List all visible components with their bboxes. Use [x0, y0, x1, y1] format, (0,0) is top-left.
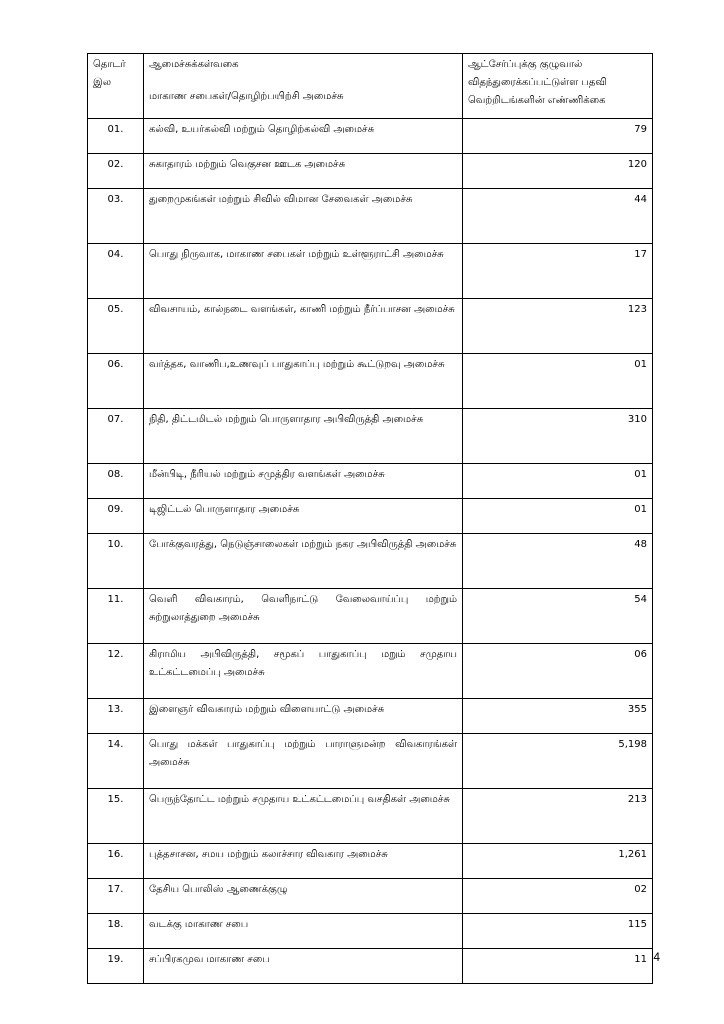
ministry-cell: டிஜிட்டல் பொருளாதார அமைச்சு [144, 499, 463, 534]
table-row [88, 789, 653, 844]
table-row [88, 119, 653, 154]
table-row [88, 914, 653, 949]
vacancy-count-cell: 01 [463, 354, 653, 409]
vacancy-count-cell: 54 [463, 589, 653, 644]
serial-cell: 17. [88, 879, 144, 914]
table-row [88, 879, 653, 914]
vacancy-table [87, 53, 653, 984]
table-row [88, 589, 653, 644]
serial-cell: 11. [88, 589, 144, 644]
table-row [88, 299, 653, 354]
vacancy-count-cell: 310 [463, 409, 653, 464]
ministry-cell: சப்பிரகமுவ மாகாண சபை [144, 949, 463, 984]
vacancy-count-cell: 01 [463, 499, 653, 534]
vacancy-count-cell: 213 [463, 789, 653, 844]
ministry-cell: விவசாயம், கால்நடை வளங்கள், காணி மற்றும் நீர்ப்பாசன அமைச்சு [144, 299, 463, 354]
table-row [88, 244, 653, 299]
page-number: 4 [653, 950, 660, 964]
serial-cell: 03. [88, 189, 144, 244]
serial-cell: 12. [88, 644, 144, 699]
vacancy-count-cell: 17 [463, 244, 653, 299]
ministry-cell: வடக்கு மாகாண சபை [144, 914, 463, 949]
table-row [88, 644, 653, 699]
serial-cell: 19. [88, 949, 144, 984]
header-ministry-line2: மாகாண சபைகள்/தொழிற்பயிற்சி அமைச்சு [149, 91, 344, 102]
vacancy-count-cell: 01 [463, 464, 653, 499]
serial-cell: 13. [88, 699, 144, 734]
vacancy-count-cell: 123 [463, 299, 653, 354]
serial-cell: 01. [88, 119, 144, 154]
serial-cell: 18. [88, 914, 144, 949]
ministry-cell: மீன்பிடி, நீரியல் மற்றும் சமுத்திர வளங்கள் அமைச்சு [144, 464, 463, 499]
header-ministry-line1: ஆமைச்சுக்கள்வகை [149, 59, 239, 70]
vacancy-count-cell: 115 [463, 914, 653, 949]
ministry-cell: இளைஞர் விவகாரம் மற்றும் விளையாட்டு அமைச்சு [144, 699, 463, 734]
ministry-cell: பொது நிருவாக, மாகாண சபைகள் மற்றும் உள்ளூராட்சி அமைச்சு [144, 244, 463, 299]
vacancy-count-cell: 79 [463, 119, 653, 154]
serial-cell: 08. [88, 464, 144, 499]
serial-cell: 16. [88, 844, 144, 879]
header-serial-no: தொடர் இல [88, 54, 144, 119]
serial-cell: 07. [88, 409, 144, 464]
table-row [88, 734, 653, 789]
table-row [88, 534, 653, 589]
ministry-cell: பெருந்தோட்ட மற்றும் சமுதாய உட்கட்டமைப்பு வசதிகள் அமைச்சு [144, 789, 463, 844]
table-header-row [88, 54, 653, 119]
header-ministry [144, 54, 463, 119]
vacancy-count-cell: 44 [463, 189, 653, 244]
ministry-cell: துறைமுகங்கள் மற்றும் சிவில் விமான சேவைகள் அமைச்சு [144, 189, 463, 244]
ministry-cell: புத்தசாசன, சமய மற்றும் கலாச்சார விவகார அமைச்சு [144, 844, 463, 879]
vacancy-count-cell: 11 [463, 949, 653, 984]
vacancy-count-cell: 06 [463, 644, 653, 699]
ministry-cell: கிராமிய அபிவிருத்தி, சமூகப் பாதுகாப்பு மறும் சமுதாய உட்கட்டமைப்பு அமைச்சு [144, 644, 463, 699]
table-row [88, 499, 653, 534]
serial-cell: 09. [88, 499, 144, 534]
vacancy-count-cell: 120 [463, 154, 653, 189]
table-row [88, 949, 653, 984]
table-row [88, 409, 653, 464]
vacancy-count-cell: 02 [463, 879, 653, 914]
table-row [88, 464, 653, 499]
serial-cell: 14. [88, 734, 144, 789]
header-vacancy-count: ஆட்சேர்ப்புக்கு குழுவால் விதந்துரைக்கப்பட்டுள்ள பதவி வெற்றிடங்களின் எண்ணிக்கை [463, 54, 653, 119]
serial-cell: 05. [88, 299, 144, 354]
serial-cell: 02. [88, 154, 144, 189]
ministry-cell: வெளி விவகாரம், வெளிநாட்டு வேலைவாய்ப்பு மற்றும் சுற்றுலாத்துறை அமைச்சு [144, 589, 463, 644]
vacancy-count-cell: 1,261 [463, 844, 653, 879]
vacancy-count-cell: 5,198 [463, 734, 653, 789]
ministry-cell: போக்குவரத்து, நெடுஞ்சாலைகள் மற்றும் நகர அபிவிருத்தி அமைச்சு [144, 534, 463, 589]
serial-cell: 15. [88, 789, 144, 844]
ministry-cell: கல்வி, உயர்கல்வி மற்றும் தொழிற்கல்வி அமைச்சு [144, 119, 463, 154]
serial-cell: 06. [88, 354, 144, 409]
ministry-cell: பொது மக்கள் பாதுகாப்பு மற்றும் பாராளுமன்ற விவகாரங்கள் அமைச்சு [144, 734, 463, 789]
serial-cell: 10. [88, 534, 144, 589]
table-row [88, 354, 653, 409]
table-row [88, 189, 653, 244]
table-row [88, 844, 653, 879]
ministry-cell: சுகாதாரம் மற்றும் வெகுசன ஊடக அமைச்சு [144, 154, 463, 189]
ministry-cell: வர்த்தக, வாணிப,உணவுப் பாதுகாப்பு மற்றும் கூட்டுறவு அமைச்சு [144, 354, 463, 409]
table-row [88, 699, 653, 734]
table-row [88, 154, 653, 189]
ministry-cell: தேசிய பொலிஸ் ஆணைக்குழு [144, 879, 463, 914]
vacancy-count-cell: 355 [463, 699, 653, 734]
serial-cell: 04. [88, 244, 144, 299]
ministry-cell: நிதி, திட்டமிடல் மற்றும் பொருளாதார அபிவிருத்தி அமைச்சு [144, 409, 463, 464]
vacancy-count-cell: 48 [463, 534, 653, 589]
